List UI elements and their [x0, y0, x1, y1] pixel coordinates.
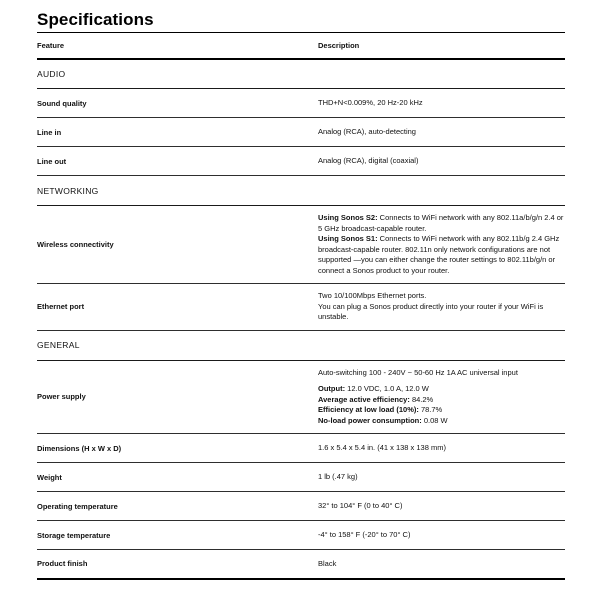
section-title: NETWORKING — [37, 185, 99, 196]
description-text: THD+N<0.009%, 20 Hz-20 kHz — [318, 97, 423, 107]
description-text: 32° to 104° F (0 to 40° C) — [318, 500, 403, 510]
section-header-row — [37, 176, 565, 206]
description-paragraph — [318, 395, 565, 406]
specifications-table — [37, 32, 565, 580]
description-paragraph — [318, 472, 565, 483]
description-label: Output: — [318, 384, 346, 393]
table-header-row — [37, 33, 565, 59]
description-text: Black — [318, 558, 337, 568]
feature-cell: Product finish — [37, 559, 88, 569]
description-text: 84.2% — [409, 394, 434, 404]
table-row — [37, 521, 565, 550]
description-cell — [318, 89, 565, 118]
table-row — [37, 492, 565, 521]
feature-cell: Ethernet port — [37, 302, 85, 312]
description-text: 78.7% — [418, 405, 443, 414]
feature-cell: Sound quality — [37, 98, 87, 108]
description-text: Auto-switching 100 - 240V ~ 50-60 Hz 1A AC universal input — [318, 367, 518, 377]
table-row — [37, 550, 565, 579]
description-label: Using Sonos S1: — [318, 234, 378, 243]
description-text: Connects to WiFi network with any 802.11a/b/g/n 2.4 or 5 GHz broadcast-capable router. — [318, 213, 564, 233]
table-row — [37, 89, 565, 118]
section-title: AUDIO — [37, 68, 66, 79]
description-paragraph — [318, 501, 565, 512]
description-text: Analog (RCA), auto-detecting — [318, 126, 416, 136]
feature-cell: Line in — [37, 127, 62, 137]
description-cell — [318, 360, 565, 434]
description-paragraph — [318, 291, 565, 302]
description-text: You can plug a Sonos product directly into your router if your WiFi is unstable. — [318, 301, 544, 321]
description-paragraph — [318, 156, 565, 167]
feature-cell: Power supply — [37, 392, 86, 402]
description-paragraph — [318, 443, 565, 454]
column-header-feature: Feature — [37, 40, 65, 50]
description-paragraph — [318, 213, 565, 234]
table-row — [37, 284, 565, 331]
description-text: Two 10/100Mbps Ethernet ports. — [318, 291, 427, 300]
feature-cell: Line out — [37, 156, 67, 166]
description-paragraph — [318, 559, 565, 570]
description-text: Connects to WiFi network with any 802.11b/g 2.4 GHz broadcast-capable router. 802.11n only network configurations are not supported —you can either change the router settings to 802.11b/g/n or connect a Sonos product to your router. — [318, 234, 560, 275]
feature-cell: Weight — [37, 472, 62, 482]
description-paragraph — [318, 98, 565, 109]
description-text: 0.08 W — [421, 415, 448, 425]
description-text: 1 lb (.47 kg) — [318, 471, 358, 481]
description-paragraph — [318, 416, 565, 427]
description-label: Using Sonos S2: — [318, 213, 378, 222]
feature-cell: Dimensions (H x W x D) — [37, 443, 122, 453]
feature-cell: Operating temperature — [37, 501, 118, 511]
description-paragraph — [318, 234, 565, 276]
description-cell — [318, 118, 565, 147]
description-paragraph — [318, 384, 565, 395]
feature-cell: Storage temperature — [37, 530, 111, 540]
table-row — [37, 434, 565, 463]
description-paragraph — [318, 368, 565, 379]
description-paragraph — [318, 530, 565, 541]
description-cell — [318, 492, 565, 521]
description-label: Average active efficiency: — [318, 394, 410, 404]
description-text: 12.0 VDC, 1.0 A, 12.0 W — [345, 384, 429, 393]
table-row — [37, 147, 565, 176]
description-cell — [318, 550, 565, 579]
description-text: Analog (RCA), digital (coaxial) — [318, 155, 419, 165]
spec-table-body — [37, 59, 565, 579]
table-row — [37, 206, 565, 284]
section-header-row — [37, 330, 565, 360]
description-label: No-load power consumption: — [318, 415, 422, 425]
table-header — [37, 33, 565, 59]
description-cell — [318, 284, 565, 331]
description-label: Efficiency at low load (10%): — [318, 405, 419, 414]
feature-cell: Wireless connectivity — [37, 240, 114, 249]
description-paragraph — [318, 127, 565, 138]
description-cell — [318, 434, 565, 463]
description-paragraph — [318, 302, 565, 323]
column-header-description: Description — [318, 40, 360, 50]
description-cell — [318, 521, 565, 550]
description-paragraph — [318, 405, 565, 416]
description-cell — [318, 206, 565, 284]
description-text: -4° to 158° F (-20° to 70° C) — [318, 529, 411, 539]
page-title: Specifications — [37, 10, 154, 29]
description-text: 1.6 x 5.4 x 5.4 in. (41 x 138 x 138 mm) — [318, 442, 446, 452]
description-cell — [318, 463, 565, 492]
table-row — [37, 360, 565, 434]
section-header-row — [37, 59, 565, 89]
description-cell — [318, 147, 565, 176]
section-title: GENERAL — [37, 340, 80, 350]
table-row — [37, 463, 565, 492]
table-row — [37, 118, 565, 147]
